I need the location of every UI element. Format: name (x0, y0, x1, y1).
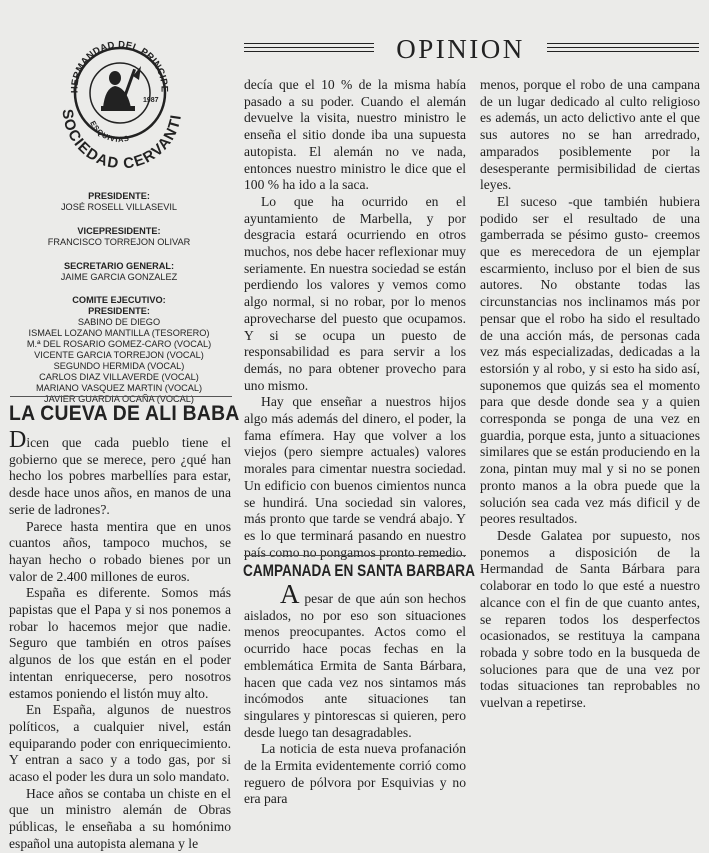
drop-cap: D (9, 427, 27, 453)
member: VICENTE GARCIA TORREJON (VOCAL) (34, 350, 204, 360)
seal-graphic (43, 36, 193, 180)
society-seal (43, 36, 193, 180)
article1-paragraph: decía que el 10 % de la misma había pasado a su poder. Cuando el alemán devuelve la visita, nuestro ministro le enseña el sitio donde iba una supuesta autopista. El alemán no ve nada, entonces nuestro ministro le dice que el 100 % ha ido a la saca. (244, 77, 466, 193)
article1-paragraph: España es diferente. Somos más papistas que el Papa y si nos ponemos a robar lo hacemos mejor que nadie. Seguro que también en otros países algunos de los que están en el poder intentan enriquecerse, pero nosotros estamos poniendo el listón muy alto. (9, 585, 231, 701)
article2-paragraph: La noticia de esta nueva profanación de la Ermita evidentemente corrió como reguero de pólvora por Esquivias y no era para (244, 741, 466, 807)
committee-role: COMITE EJECUTIVO: (72, 295, 166, 305)
seal-name-text: SOCIEDAD CERVANTI (58, 108, 185, 173)
article2-paragraph: A pesar de que aún son hechos aislados, no por eso son situaciones menos preocupantes. Actos como el ocurrido hace pocas fechas en la emblemática Ermita de Santa Bárbara, hacen que cada vez nos sintamos más incómodos ante situaciones tan singulares y pintorescas si quieren, pero desde luego tan desagradables. (244, 579, 467, 740)
member: MARIANO VASQUEZ MARTIN (VOCAL) (35, 383, 203, 393)
article-title-campanada: CAMPANADA EN SANTA BARBARA (243, 561, 475, 580)
article1-column-2 (244, 77, 466, 561)
member: SEGUNDO HERMIDA (VOCAL) (53, 361, 185, 371)
article2-column-2 (480, 77, 700, 712)
board-divider (10, 396, 232, 397)
article-title-cueva: LA CUEVA DE ALI BABA (9, 402, 240, 425)
article2-paragraph: menos, porque el robo de una campana de un lugar dedicado al culto religioso es además, un acto delictivo ante el que sus autores no se han arredrado, amparados posiblemente por la desesperante permisibilidad de ciertas leyes. (480, 77, 700, 193)
article1-paragraph: Dicen que cada pueblo tiene el gobierno que se merece, pero ¿qué han hecho los pobres marbellíes para estar, desde hace unos años, en manos de una serie de ladrones?. (9, 427, 231, 517)
article1-paragraph: En España, algunos de nuestros políticos, a cualquier nivel, están equiparando poder con enriquecimiento. Y entran a saco y a todo gas, por si acaso el poder les dura un solo mandato. (9, 702, 231, 785)
committee-president-role: PRESIDENTE: (88, 306, 150, 316)
member: CARLOS DIAZ VILLAVERDE (VOCAL) (39, 372, 199, 382)
article1-paragraph: Lo que ha ocurrido en el ayuntamiento de Marbella, y por desgracia estará ocurriendo en otros muchos, nos debe hacer reflexionar muy seriamente. En nuestra sociedad se están perdiendo los valores y vemos como algo normal, si no robar, por lo menos aprovecharse del puesto que ocupamos. Y si se ocupa un puesto de responsabilidad es para servir a los demás, no para obtener provecho para uno mismo. (244, 193, 466, 393)
article1-paragraph: Hay que enseñar a nuestros hijos algo más además del dinero, el poder, la fama efímera. Hay que volver a los viejos (pero siempre actuales) valores morales para cimentar nuestra sociedad. Un edificio con buenos cimientos nunca se hundirá. Una sociedad sin valores, más pronto que tarde se vendrá abajo. Y es lo que terminará pasando en nuestro país como no pongamos pronto remedio. (244, 394, 466, 560)
president-name: JOSÉ ROSELL VILLASEVIL (60, 202, 178, 212)
vice-role: VICEPRESIDENTE: (77, 226, 161, 236)
header-rule-right (547, 43, 699, 52)
article1-column-1 (9, 427, 231, 853)
seal-year: 1987 (143, 97, 159, 104)
seal-town-text: ESQUIVIAS (88, 119, 131, 145)
board-list (8, 191, 230, 405)
quill-figure-icon (101, 66, 141, 111)
president-role: PRESIDENTE: (88, 191, 150, 201)
section-title: OPINION (396, 34, 525, 64)
member: JAVIER GUARDIA OCAÑA (VOCAL) (44, 394, 194, 404)
secretary-role: SECRETARIO GENERAL: (63, 261, 175, 271)
article1-paragraph: Parece hasta mentira que en unos cuantos años, tampoco muchos, se hayan hecho o robado bienes por un valor de 2.400 millones de euros. (9, 518, 231, 584)
article2-divider (244, 555, 466, 556)
drop-cap: A (280, 579, 300, 609)
article2-column-1 (244, 579, 467, 808)
header-rule-left (244, 43, 374, 52)
seal-ring-text: HERMANDAD DEL PRINCIPE (69, 39, 170, 94)
member: ISMAEL LOZANO MANTILLA (TESORERO) (28, 328, 210, 338)
member: SABINO DE DIEGO (77, 317, 161, 327)
article1-paragraph: Hace años se contaba un chiste en el que un ministro alemán de Obras públicas, le enseñaba a su homónimo español una autopista alemana y le (9, 785, 231, 851)
article2-paragraph: Desde Galatea por supuesto, nos ponemos a disposición de la Hermandad de Santa Bárbara para colaborar en todo lo que esté a nuestro alcance con el fin de que cuanto antes, se reparen todos los desperfectos ocasionados, se restituya la campana robada y sobre todo en la busqueda de soluciones para que de una vez por todas situaciones tan reprobables no vuelvan a repetirse. (480, 527, 700, 711)
member: M.ª DEL ROSARIO GOMEZ-CARO (VOCAL) (26, 339, 212, 349)
secretary-name: JAIME GARCIA GONZALEZ (60, 272, 178, 282)
article2-paragraph: El suceso -que también hubiera podido ser el resultado de una gamberrada se pésimo gusto- creemos que es merecedora de un ejemplar escarmiento, incluso por el bien de sus autores. No obstante todas las circunstancias nos inclinamos más por pensar que el robo ha sido el resultado de una acción más, de personas cada vez más especializadas, dedicadas a la estorsión y al robo, y si esto ha sido así, suponemos que quizás sea el momento para que desde donde sea y a quien corresponda se ponga de una vez en guardia, porque esta, junto a situaciones similares que se están produciendo en la zona, pintan muy mal y si no se ponen pronto manos a la obra puede que la solución sea cada vez más dificil y de peores resultados. (480, 193, 700, 527)
vice-name: FRANCISCO TORREJON OLIVAR (47, 237, 191, 247)
